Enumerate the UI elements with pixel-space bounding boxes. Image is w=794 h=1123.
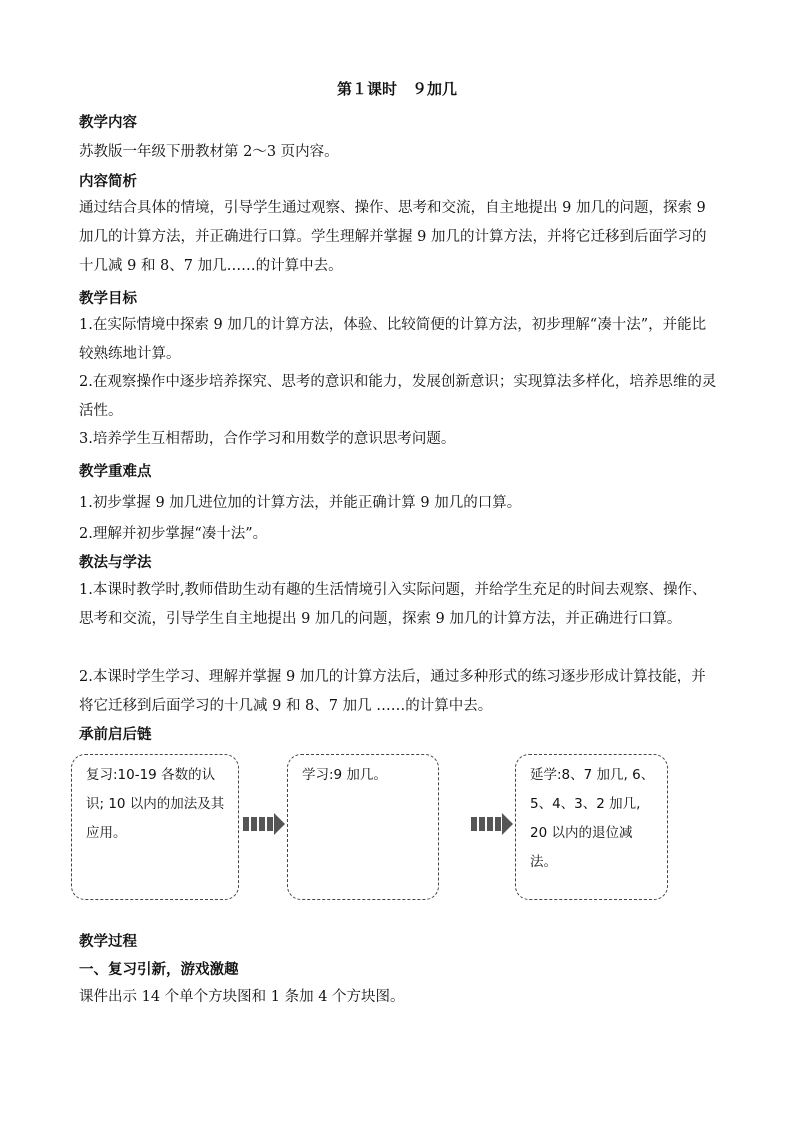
teaching-content-text: 苏教版一年级下册教材第 2～3 页内容。 [79,144,339,160]
arrow-right-icon [243,813,285,835]
heading-key-points: 教学重难点 [79,464,152,480]
method-item-2: 2.本课时学生学习、理解并掌握 9 加几的计算方法后，通过多种形式的练习逐步形成计算技能，并将它迁移到后面学习的十几减 9 和 8、7 加几 ……的计算中去。 [79,669,706,714]
goal-item-1: 1.在实际情境中探索 9 加几的计算方法，体验、比较简便的计算方法，初步理解“凑十法”，并能比较熟练地计算。 [79,317,707,362]
heading-teaching-process: 教学过程 [79,934,137,950]
goal-item-2: 2.在观察操作中逐步培养探究、思考的意识和能力，发展创新意识；实现算法多样化，培养思维的灵活性。 [79,374,717,419]
heading-content-summary: 内容简析 [79,174,137,190]
heading-teaching-content: 教学内容 [79,115,137,131]
heading-teaching-goals: 教学目标 [79,291,137,307]
key-point-2: 2.理解并初步掌握“凑十法”。 [79,526,268,542]
step-1-text: 课件出示 14 个单个方块图和 1 条加 4 个方块图。 [79,989,405,1005]
chain-box-review: 复习:10-19 各数的认识; 10 以内的加法及其应用。 [71,754,239,900]
heading-step-1: 一、复习引新，游戏激趣 [79,962,239,978]
content-summary-text: 通过结合具体的情境，引导学生通过观察、操作、思考和交流，自主地提出 9 加几的问题，探索 9 加几的计算方法，并正确进行口算。学生理解并掌握 9 加几的计算方法，并将它迁移到后面学习的十几减 9 和 8、7 加几……的计算中去。 [79,200,707,274]
page-title: 第１课时 ９加几 [336,80,457,98]
heading-chain: 承前启后链 [79,727,152,743]
goal-item-3: 3.培养学生互相帮助，合作学习和用数学的意识思考问题。 [79,431,456,447]
heading-methods: 教法与学法 [79,555,152,571]
method-item-1: 1.本课时教学时,教师借助生动有趣的生活情境引入实际问题，并给学生充足的时间去观察、操作、思考和交流，引导学生自主地提出 9 加几的问题，探索 9 加几的计算方法，并正确进行口算。 [79,582,707,627]
key-point-1: 1.初步掌握 9 加几进位加的计算方法，并能正确计算 9 加几的口算。 [79,495,522,511]
chain-box-extend: 延学:8、7 加几, 6、5、4、3、2 加几, 20 以内的退位减法。 [515,754,668,900]
chain-box-study: 学习:9 加几。 [287,754,439,900]
arrow-right-icon [471,813,513,835]
